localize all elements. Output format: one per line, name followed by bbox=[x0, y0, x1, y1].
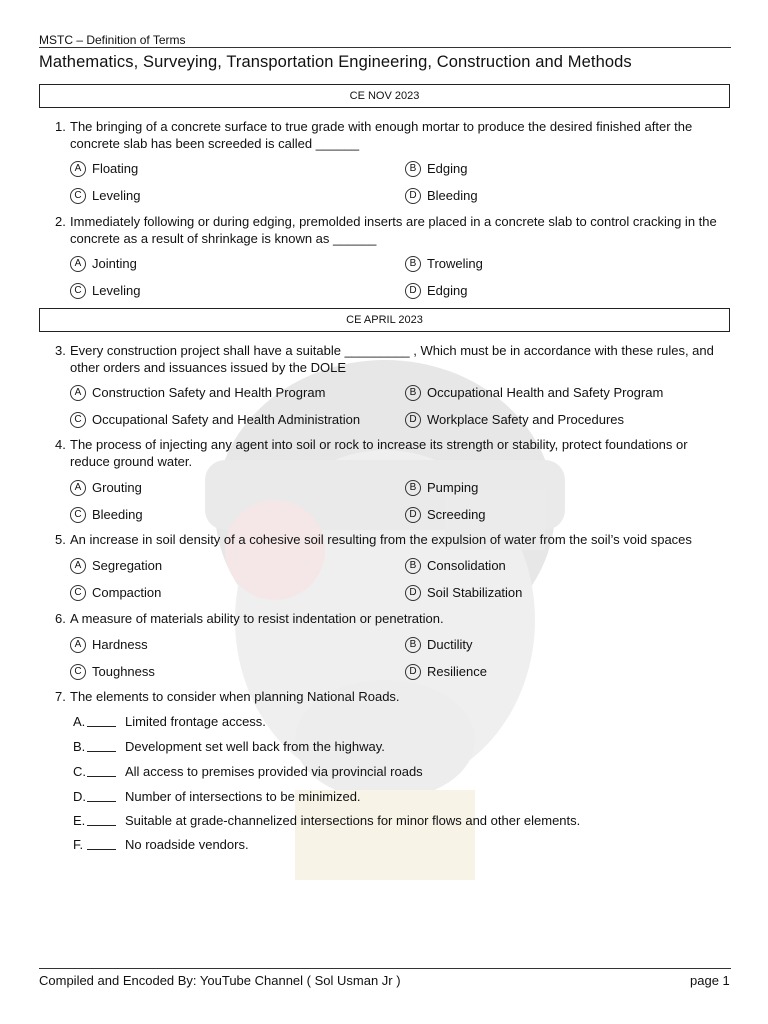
option-text: Soil Stabilization bbox=[427, 585, 523, 600]
option-c[interactable] bbox=[70, 506, 143, 523]
question-number: 6. bbox=[55, 611, 66, 626]
option-text: Hardness bbox=[92, 637, 148, 652]
option-text: Leveling bbox=[92, 283, 141, 298]
option-c[interactable] bbox=[70, 187, 140, 204]
option-letter-circle: A bbox=[70, 256, 86, 272]
option-letter-circle: A bbox=[70, 558, 86, 574]
question-text: Every construction project shall have a suitable _________ , Which must be in accordance with these rules, and other orders and issuances issued by the DOLE bbox=[70, 343, 714, 375]
option-letter-circle: C bbox=[70, 283, 86, 299]
option-letter-circle: B bbox=[405, 256, 421, 272]
option-text: Pumping bbox=[427, 480, 479, 495]
option-b[interactable] bbox=[405, 384, 663, 401]
option-c[interactable] bbox=[70, 282, 140, 299]
answer-blank[interactable] bbox=[87, 812, 116, 826]
option-text: Edging bbox=[427, 161, 468, 176]
question-number: 1. bbox=[55, 119, 66, 134]
option-b[interactable] bbox=[405, 160, 467, 177]
option-d[interactable] bbox=[405, 584, 522, 601]
option-a[interactable] bbox=[70, 255, 137, 272]
option-letter-circle: A bbox=[70, 161, 86, 177]
question-number: 2. bbox=[55, 214, 66, 229]
answer-blank[interactable] bbox=[87, 788, 116, 802]
section-header-ce-april-2023: CE APRIL 2023 bbox=[39, 308, 730, 332]
option-a[interactable] bbox=[70, 160, 138, 177]
option-letter-circle: B bbox=[405, 558, 421, 574]
option-a[interactable] bbox=[70, 479, 142, 496]
option-text: Screeding bbox=[427, 507, 486, 522]
question-number: 4. bbox=[55, 437, 66, 452]
option-text: Occupational Health and Safety Program bbox=[427, 385, 664, 400]
option-letter-circle: A bbox=[70, 480, 86, 496]
option-text: Ductility bbox=[427, 637, 473, 652]
item-letter: A. bbox=[73, 714, 86, 729]
option-text: Occupational Safety and Health Administration bbox=[92, 412, 361, 427]
question-text: The elements to consider when planning National Roads. bbox=[70, 689, 400, 704]
option-letter-circle: A bbox=[70, 637, 86, 653]
option-text: Floating bbox=[92, 161, 139, 176]
option-text: Resilience bbox=[427, 664, 487, 679]
answer-blank[interactable] bbox=[87, 836, 116, 850]
option-text: Segregation bbox=[92, 558, 163, 573]
option-text: Consolidation bbox=[427, 558, 506, 573]
option-letter-circle: C bbox=[70, 585, 86, 601]
option-letter-circle: C bbox=[70, 664, 86, 680]
option-text: Troweling bbox=[427, 256, 483, 271]
header-divider bbox=[39, 47, 731, 48]
question-text: Immediately following or during edging, premolded inserts are placed in a concrete slab to control cracking in the concrete as a result of shrinkage is known as ______ bbox=[70, 214, 717, 246]
answer-blank[interactable] bbox=[87, 738, 116, 752]
item-text: Number of intersections to be minimized. bbox=[125, 789, 361, 804]
option-letter-circle: B bbox=[405, 637, 421, 653]
option-letter-circle: D bbox=[405, 585, 421, 601]
question-text: The process of injecting any agent into soil or rock to increase its strength or stability, protect foundations or reduce ground water. bbox=[70, 437, 688, 469]
question-number: 5. bbox=[55, 532, 66, 547]
option-letter-circle: C bbox=[70, 507, 86, 523]
option-letter-circle: D bbox=[405, 664, 421, 680]
option-text: Bleeding bbox=[427, 188, 478, 203]
item-text: Limited frontage access. bbox=[125, 714, 266, 729]
option-b[interactable] bbox=[405, 557, 506, 574]
option-letter-circle: D bbox=[405, 507, 421, 523]
option-letter-circle: A bbox=[70, 385, 86, 401]
question-text: An increase in soil density of a cohesive soil resulting from the expulsion of water from the soil’s void spaces bbox=[70, 532, 692, 547]
item-letter: B. bbox=[73, 739, 86, 754]
option-d[interactable] bbox=[405, 187, 478, 204]
option-text: Jointing bbox=[92, 256, 137, 271]
answer-blank[interactable] bbox=[87, 713, 116, 727]
item-letter: C. bbox=[73, 764, 86, 779]
option-text: Grouting bbox=[92, 480, 142, 495]
option-d[interactable] bbox=[405, 506, 486, 523]
footer-credit: Compiled and Encoded By: YouTube Channel ( Sol Usman Jr ) bbox=[39, 973, 401, 988]
item-letter: D. bbox=[73, 789, 86, 804]
option-letter-circle: D bbox=[405, 283, 421, 299]
item-text: Development set well back from the highway. bbox=[125, 739, 385, 754]
option-b[interactable] bbox=[405, 479, 478, 496]
page-title: Mathematics, Surveying, Transportation Engineering, Construction and Methods bbox=[39, 53, 632, 71]
item-text: No roadside vendors. bbox=[125, 837, 249, 852]
option-d[interactable] bbox=[405, 411, 624, 428]
option-text: Toughness bbox=[92, 664, 155, 679]
option-letter-circle: D bbox=[405, 188, 421, 204]
option-d[interactable] bbox=[405, 282, 467, 299]
option-d[interactable] bbox=[405, 663, 487, 680]
option-b[interactable] bbox=[405, 255, 483, 272]
answer-blank[interactable] bbox=[87, 763, 116, 777]
page-number: page 1 bbox=[690, 973, 730, 988]
option-letter-circle: D bbox=[405, 412, 421, 428]
option-a[interactable] bbox=[70, 557, 162, 574]
option-letter-circle: C bbox=[70, 188, 86, 204]
option-text: Workplace Safety and Procedures bbox=[427, 412, 625, 427]
document-subject-title: MSTC – Definition of Terms bbox=[39, 33, 186, 47]
section-header-ce-nov-2023: CE NOV 2023 bbox=[39, 84, 730, 108]
question-number: 7. bbox=[55, 689, 66, 704]
footer-divider bbox=[39, 968, 731, 969]
option-a[interactable] bbox=[70, 384, 325, 401]
item-letter: E. bbox=[73, 813, 86, 828]
option-b[interactable] bbox=[405, 636, 473, 653]
option-text: Bleeding bbox=[92, 507, 143, 522]
question-text: The bringing of a concrete surface to true grade with enough mortar to produce the desired finished after the concrete slab has been screeded is called ______ bbox=[70, 119, 693, 151]
option-text: Construction Safety and Health Program bbox=[92, 385, 326, 400]
option-c[interactable] bbox=[70, 663, 155, 680]
option-c[interactable] bbox=[70, 584, 161, 601]
option-c[interactable] bbox=[70, 411, 360, 428]
option-letter-circle: B bbox=[405, 161, 421, 177]
item-text: Suitable at grade-channelized intersections for minor flows and other elements. bbox=[125, 813, 581, 828]
option-letter-circle: B bbox=[405, 385, 421, 401]
question-number: 3. bbox=[55, 343, 66, 358]
option-letter-circle: C bbox=[70, 412, 86, 428]
option-text: Edging bbox=[427, 283, 468, 298]
option-text: Leveling bbox=[92, 188, 141, 203]
question-text: A measure of materials ability to resist indentation or penetration. bbox=[70, 611, 444, 626]
option-a[interactable] bbox=[70, 636, 148, 653]
option-letter-circle: B bbox=[405, 480, 421, 496]
option-text: Compaction bbox=[92, 585, 162, 600]
item-letter: F. bbox=[73, 837, 84, 852]
item-text: All access to premises provided via provincial roads bbox=[125, 764, 423, 779]
